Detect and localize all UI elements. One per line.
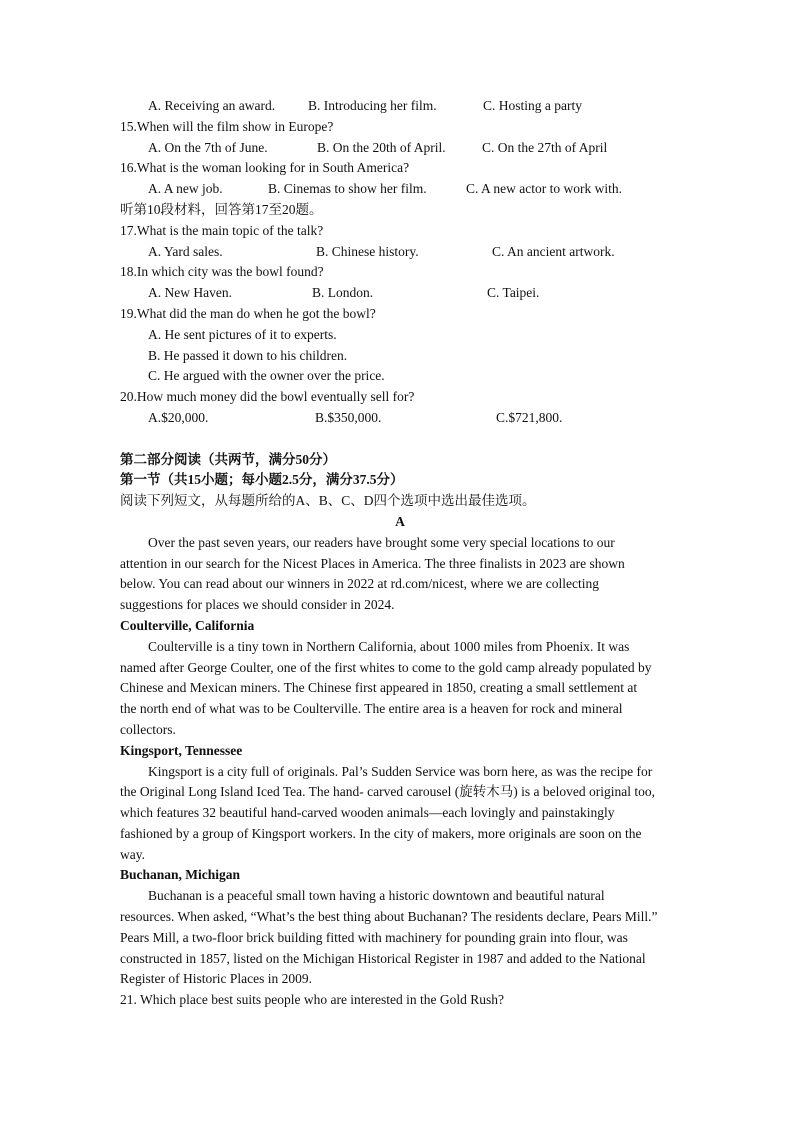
- q20-option-b[interactable]: B.$350,000.: [315, 409, 382, 425]
- paragraph-line: Buchanan is a peaceful small town having a historic downtown and beautiful natural: [148, 888, 605, 904]
- reading-section-title: 第一节（共15小题；每小题2.5分，满分37.5分）: [120, 472, 404, 488]
- paragraph-line: fashioned by a group of Kingsport workers. In the city of makers, more originals are soon on the: [120, 825, 642, 841]
- q16-options: [120, 179, 680, 200]
- q21-question: 21. Which place best suits people who are interested in the Gold Rush?: [120, 992, 505, 1008]
- q20-option-c[interactable]: C.$721,800.: [496, 409, 563, 425]
- q14-option-a[interactable]: A. Receiving an award.: [148, 98, 276, 113]
- q15-question: 15.When will the film show in Europe?: [120, 118, 334, 134]
- passage-label: A: [395, 513, 405, 529]
- paragraph-line: Register of Historic Places in 2009.: [120, 971, 312, 987]
- q15-options: [120, 138, 680, 159]
- q16-option-b[interactable]: B. Cinemas to show her film.: [268, 181, 427, 197]
- spacer: [120, 429, 680, 450]
- place-paragraph-coulterville: [120, 637, 680, 741]
- q19-option-a[interactable]: A. He sent pictures of it to experts.: [148, 326, 337, 342]
- paragraph-line: Chinese and Mexican miners. The Chinese first appeared in 1850, creating a small settlement at: [120, 680, 638, 696]
- q18-option-a[interactable]: A. New Haven.: [148, 285, 232, 301]
- q19-option-b[interactable]: B. He passed it down to his children.: [148, 347, 348, 363]
- paragraph-line: the north end of what was to be Coulterville. The entire area is a heaven for rock and mineral: [120, 701, 623, 717]
- q18-option-b[interactable]: B. London.: [312, 285, 374, 301]
- intro-line: below. You can read about our winners in 2022 at rd.com/nicest, where we are collecting: [120, 576, 599, 592]
- q17-options: [120, 242, 680, 263]
- q14-option-c[interactable]: C. Hosting a party: [483, 98, 582, 113]
- paragraph-line: which features 32 beautiful hand-carved wooden animals—each lovingly and painstakingly: [120, 805, 615, 821]
- q17-option-c[interactable]: C. An ancient artwork.: [492, 243, 615, 259]
- q20-option-a[interactable]: A.$20,000.: [148, 409, 209, 425]
- q14-options: [120, 96, 680, 117]
- intro-line: suggestions for places we should consider in 2024.: [120, 597, 395, 613]
- paragraph-line: the Original Long Island Iced Tea. The hand- carved carousel (旋转木马) is a beloved original too,: [120, 784, 656, 800]
- paragraph-line: resources. When asked, “What’s the best thing about Buchanan? The residents declare, Pears Mill.”: [120, 909, 658, 925]
- paragraph-line: constructed in 1857, listed on the Michigan Historical Register in 1987 and added to the National: [120, 950, 646, 966]
- q15-option-b[interactable]: B. On the 20th of April.: [317, 139, 446, 155]
- q19-option-c[interactable]: C. He argued with the owner over the price.: [148, 368, 385, 384]
- q20-question: 20.How much money did the bowl eventually sell for?: [120, 389, 415, 405]
- place-heading-coulterville: Coulterville, California: [120, 617, 255, 633]
- section10-instruction: 听第10段材料，回答第17至20题。: [120, 201, 323, 217]
- paragraph-line: Pears Mill, a two-floor brick building fitted with machinery for pounding grain into flour, was: [120, 929, 628, 945]
- place-heading-buchanan: Buchanan, Michigan: [120, 867, 241, 883]
- paragraph-line: Kingsport is a city full of originals. Pal’s Sudden Service was born here, as was the recipe for: [148, 763, 653, 779]
- reading-instruction: 阅读下列短文，从每题所给的A、B、C、D四个选项中选出最佳选项。: [120, 493, 536, 509]
- paragraph-line: named after George Coulter, one of the first whites to come to the gold camp already populated by: [120, 659, 652, 675]
- q20-options: [120, 408, 680, 429]
- q17-option-a[interactable]: A. Yard sales.: [148, 243, 223, 259]
- intro-paragraph: [120, 533, 680, 616]
- reading-part-title: 第二部分阅读（共两节，满分50分）: [120, 451, 336, 467]
- paragraph-line: collectors.: [120, 721, 176, 737]
- q16-option-a[interactable]: A. A new job.: [148, 181, 223, 197]
- q19-question: 19.What did the man do when he got the bowl?: [120, 305, 376, 321]
- place-paragraph-kingsport: [120, 762, 680, 866]
- q16-option-c[interactable]: C. A new actor to work with.: [466, 181, 622, 197]
- q15-option-a[interactable]: A. On the 7th of June.: [148, 139, 268, 155]
- q15-option-c[interactable]: C. On the 27th of April: [482, 139, 608, 155]
- q16-question: 16.What is the woman looking for in South America?: [120, 160, 410, 176]
- q18-option-c[interactable]: C. Taipei.: [487, 285, 540, 301]
- q18-question: 18.In which city was the bowl found?: [120, 264, 324, 280]
- q17-option-b[interactable]: B. Chinese history.: [316, 243, 419, 259]
- intro-line: attention in our search for the Nicest Places in America. The three finalists in 2023 are shown: [120, 555, 625, 571]
- q14-option-b[interactable]: B. Introducing her film.: [308, 98, 437, 113]
- intro-line: Over the past seven years, our readers have brought some very special locations to our: [148, 534, 615, 550]
- content-block: [120, 96, 680, 1011]
- paragraph-line: way.: [120, 846, 145, 862]
- q17-question: 17.What is the main topic of the talk?: [120, 222, 324, 238]
- place-paragraph-buchanan: [120, 886, 680, 990]
- paragraph-line: Coulterville is a tiny town in Northern California, about 1000 miles from Phoenix. It was: [148, 638, 630, 654]
- place-heading-kingsport: Kingsport, Tennessee: [120, 742, 243, 758]
- q18-options: [120, 283, 680, 304]
